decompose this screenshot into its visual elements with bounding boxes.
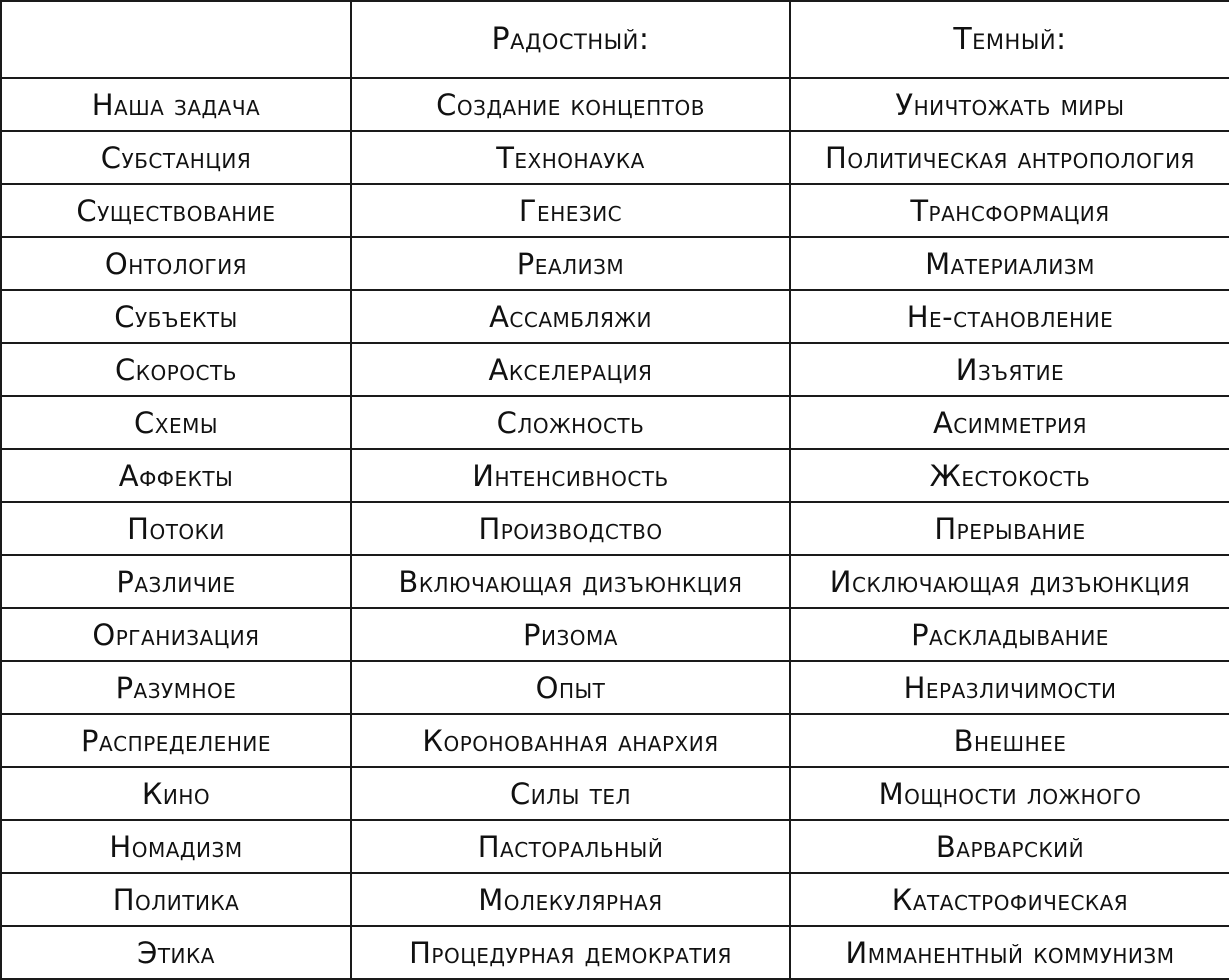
- row-dark-value: Прерывание: [790, 502, 1229, 555]
- row-joyful-value: Акселерация: [351, 343, 790, 396]
- row-dark-value: Варварский: [790, 820, 1229, 873]
- row-joyful-value: Генезис: [351, 184, 790, 237]
- row-category: Аффекты: [1, 449, 351, 502]
- table-row: [1, 926, 1229, 979]
- table-row: [1, 608, 1229, 661]
- row-joyful-value: Ассамбляжи: [351, 290, 790, 343]
- row-joyful-value: Силы тел: [351, 767, 790, 820]
- table-row: [1, 714, 1229, 767]
- table-row: [1, 131, 1229, 184]
- row-category: Организация: [1, 608, 351, 661]
- row-category: Схемы: [1, 396, 351, 449]
- row-dark-value: Политическая антропология: [790, 131, 1229, 184]
- row-dark-value: Жестокость: [790, 449, 1229, 502]
- header-cell-empty: [1, 1, 351, 78]
- row-dark-value: Имманентный коммунизм: [790, 926, 1229, 979]
- row-category: Наша задача: [1, 78, 351, 131]
- row-category: Разумное: [1, 661, 351, 714]
- table-row: [1, 343, 1229, 396]
- row-dark-value: Уничтожать миры: [790, 78, 1229, 131]
- table-row: [1, 449, 1229, 502]
- row-category: Распределение: [1, 714, 351, 767]
- row-joyful-value: Технонаука: [351, 131, 790, 184]
- row-joyful-value: Коронованная анархия: [351, 714, 790, 767]
- row-joyful-value: Сложность: [351, 396, 790, 449]
- table-row: [1, 502, 1229, 555]
- table-row: [1, 396, 1229, 449]
- row-joyful-value: Молекулярная: [351, 873, 790, 926]
- row-category: Различие: [1, 555, 351, 608]
- row-dark-value: Внешнее: [790, 714, 1229, 767]
- row-dark-value: Мощности ложного: [790, 767, 1229, 820]
- row-category: Существование: [1, 184, 351, 237]
- table-row: [1, 820, 1229, 873]
- row-category: Субъекты: [1, 290, 351, 343]
- row-joyful-value: Ризома: [351, 608, 790, 661]
- table-row: [1, 767, 1229, 820]
- table-header-row: [1, 1, 1229, 78]
- row-joyful-value: Опыт: [351, 661, 790, 714]
- row-joyful-value: Интенсивность: [351, 449, 790, 502]
- table-row: [1, 78, 1229, 131]
- row-dark-value: Катастрофическая: [790, 873, 1229, 926]
- row-category: Онтология: [1, 237, 351, 290]
- row-joyful-value: Создание концептов: [351, 78, 790, 131]
- row-category: Скорость: [1, 343, 351, 396]
- table-row: [1, 555, 1229, 608]
- table-row: [1, 290, 1229, 343]
- row-dark-value: Исключающая дизъюнкция: [790, 555, 1229, 608]
- row-dark-value: Трансформация: [790, 184, 1229, 237]
- row-dark-value: Асимметрия: [790, 396, 1229, 449]
- table-row: [1, 184, 1229, 237]
- header-cell-joyful: Радостный:: [351, 1, 790, 78]
- row-category: Субстанция: [1, 131, 351, 184]
- row-dark-value: Раскладывание: [790, 608, 1229, 661]
- row-dark-value: Материализм: [790, 237, 1229, 290]
- row-joyful-value: Пасторальный: [351, 820, 790, 873]
- row-dark-value: Неразличимости: [790, 661, 1229, 714]
- row-category: Кино: [1, 767, 351, 820]
- table-row: [1, 873, 1229, 926]
- row-category: Потоки: [1, 502, 351, 555]
- row-joyful-value: Производство: [351, 502, 790, 555]
- header-cell-dark: Темный:: [790, 1, 1229, 78]
- row-category: Политика: [1, 873, 351, 926]
- row-joyful-value: Реализм: [351, 237, 790, 290]
- row-category: Этика: [1, 926, 351, 979]
- table-row: [1, 661, 1229, 714]
- row-dark-value: Изъятие: [790, 343, 1229, 396]
- table-row: [1, 237, 1229, 290]
- row-joyful-value: Включающая дизъюнкция: [351, 555, 790, 608]
- row-joyful-value: Процедурная демократия: [351, 926, 790, 979]
- row-category: Номадизм: [1, 820, 351, 873]
- row-dark-value: Не-становление: [790, 290, 1229, 343]
